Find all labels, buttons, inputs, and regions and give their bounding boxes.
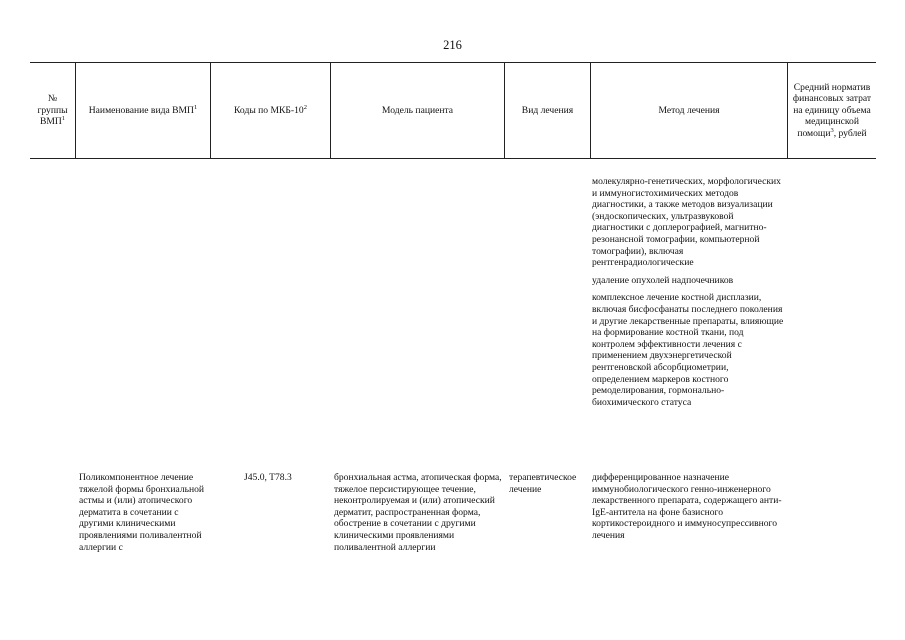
header-vmp-name: [76, 63, 210, 158]
footnote-mark: 2: [303, 103, 307, 111]
header-group-no: [30, 63, 75, 158]
row-treatment-type: терапевтическое лечение: [509, 472, 577, 495]
footnote-mark: 1: [193, 103, 198, 111]
header-patient-model: Модель пациента: [381, 104, 454, 116]
table-header: [30, 62, 876, 159]
page-number: 216: [443, 38, 462, 52]
header-vmp-name-text: Наименование вида ВМП: [88, 104, 194, 116]
header-treatment-method: Метод лечения: [658, 104, 720, 116]
header-cost-norm-unit: , рублей: [833, 127, 867, 139]
header-cost-norm-text: Средний норматив финансовых затрат на единицу объема медицинской помощи: [792, 81, 872, 139]
method-paragraph: молекулярно-генетических, морфологических и иммуногистохимических методов диагностики, а также методов визуализации (эндоскопических, ультразвуковой диагностики с доплерографией, магнитно-резонансной томографии, компьютерной томографии), включая рентгенрадиологические: [592, 176, 781, 269]
method-paragraph: удаление опухолей надпочечников: [592, 274, 734, 286]
method-paragraph: комплексное лечение костной дисплазии, включая бисфосфанаты последнего поколения и другие лекарственные препараты, влияющие на формирование костной ткани, под контролем эффективности лечения с применением двухэнергетической рентгеновской абсорбциометрии, определением маркеров костного ремоделирования, гормонально-биохимического статуса: [592, 292, 784, 408]
row-patient-model: бронхиальная астма, атопическая форма, тяжелое персистирующее течение, неконтролируемая и (или) атопический дерматит, распространенная форма, обострение в сочетании с другими клиническими проявлениями поливалентной аллергии: [334, 472, 502, 553]
header-icd-codes-text: Коды по МКБ-10: [234, 104, 304, 116]
header-group-no-text: № группы ВМП: [37, 93, 68, 128]
row-treatment-method: дифференцированное назначение иммунобиологического генно-инженерного лекарственного препарата, содержащего анти-IgE-антитела на фоне базисного кортикостероидного и иммуносупрессивного лечения: [592, 472, 782, 541]
header-treatment-type: Вид лечения: [521, 104, 574, 116]
footnote-mark: 1: [61, 115, 66, 123]
row-vmp-name: Поликомпонентное лечение тяжелой формы бронхиальной астмы и (или) атопического дерматита в сочетании с другими клиническими проявлениями поливалентной аллергии с: [79, 472, 205, 553]
header-icd-codes: [211, 63, 330, 158]
header-cost-norm: [788, 63, 876, 158]
treatment-method-continued: [592, 176, 786, 414]
footnote-mark: 3: [830, 126, 834, 134]
row-icd-codes: J45.0, T78.3: [244, 472, 292, 483]
